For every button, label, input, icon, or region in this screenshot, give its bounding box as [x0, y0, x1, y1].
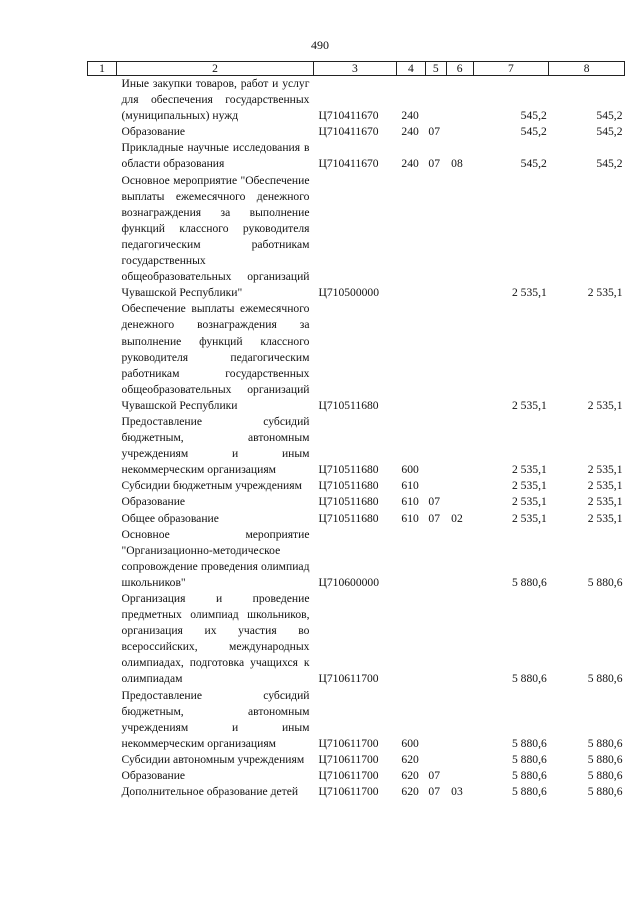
table-row	[88, 591, 625, 688]
header-col-1: 1	[88, 62, 117, 76]
amount-year-1: 5 880,6	[511, 785, 547, 799]
table-row	[88, 511, 625, 527]
subsection-code	[446, 494, 473, 510]
subsection-code: 08	[451, 157, 463, 171]
amount-year-1: 545,2	[520, 125, 547, 139]
subsection-code	[446, 124, 473, 140]
target-article-code: Ц710511680	[318, 511, 379, 525]
section-code	[425, 591, 446, 688]
subsection-code	[446, 768, 473, 784]
amount-year-1: 5 880,6	[511, 752, 547, 766]
amount-year-2: 5 880,6	[587, 672, 623, 686]
subsection-code	[446, 591, 473, 688]
table-row	[88, 173, 625, 302]
subsection-code	[446, 301, 473, 414]
expense-type-code: 240	[401, 157, 419, 171]
target-article-code: Ц710600000	[318, 575, 380, 589]
expense-type-code: 610	[401, 495, 419, 509]
header-col-6: 6	[446, 62, 473, 76]
section-code	[425, 688, 446, 752]
row-index-cell	[88, 140, 117, 172]
amount-year-2: 2 535,1	[587, 495, 623, 509]
row-index-cell	[88, 76, 117, 125]
section-code	[425, 173, 446, 302]
target-article-code: Ц710511680	[318, 495, 379, 509]
target-article-code: Ц710611700	[318, 672, 379, 686]
amount-year-1: 545,2	[520, 109, 547, 123]
target-article-code: Ц710611700	[318, 785, 379, 799]
row-index-cell	[88, 752, 117, 768]
amount-year-1: 5 880,6	[511, 672, 547, 686]
subsection-code	[446, 414, 473, 478]
row-index-cell	[88, 494, 117, 510]
expense-type-code: 240	[401, 109, 419, 123]
row-index-cell	[88, 478, 117, 494]
expense-type-code: 620	[401, 752, 419, 766]
section-code	[425, 414, 446, 478]
header-col-4: 4	[396, 62, 425, 76]
row-name-cell: Иные закупки товаров, работ и услуг для обеспечения государственных (муниципальных) нужд	[121, 77, 310, 123]
row-index-cell	[88, 591, 117, 688]
row-name-cell: Обеспечение выплаты ежемесячного денежного вознаграждения за выполнение функций классного руководителя педагогическим работникам государственных общеобразовательных организаций Чувашской Республики	[121, 302, 310, 412]
target-article-code: Ц710611700	[318, 769, 379, 783]
amount-year-1: 2 535,1	[511, 495, 547, 509]
amount-year-1: 2 535,1	[511, 511, 547, 525]
target-article-code: Ц710611700	[318, 752, 379, 766]
table-row	[88, 752, 625, 768]
target-article-code: Ц710411670	[318, 109, 379, 123]
amount-year-2: 2 535,1	[587, 398, 623, 412]
target-article-code: Ц710411670	[318, 157, 379, 171]
subsection-code	[446, 527, 473, 591]
table-body	[88, 76, 625, 801]
row-index-cell	[88, 527, 117, 591]
header-col-2: 2	[117, 62, 314, 76]
section-code	[425, 76, 446, 125]
section-code: 07	[428, 511, 441, 525]
amount-year-2: 5 880,6	[587, 785, 623, 799]
amount-year-2: 545,2	[596, 125, 623, 139]
target-article-code: Ц710411670	[318, 125, 379, 139]
table-row	[88, 124, 625, 140]
amount-year-1: 2 535,1	[511, 463, 547, 477]
row-name-cell: Образование	[121, 769, 186, 783]
row-index-cell	[88, 688, 117, 752]
row-name-cell: Предоставление субсидий бюджетным, автономным учреждениям и иным некоммерческим организациям	[121, 688, 310, 750]
table-row	[88, 527, 625, 591]
section-code: 07	[428, 495, 441, 509]
header-col-5: 5	[425, 62, 446, 76]
section-code: 07	[428, 157, 441, 171]
expense-type-code: 620	[401, 785, 419, 799]
subsection-code	[446, 752, 473, 768]
subsection-code	[446, 688, 473, 752]
target-article-code: Ц710511680	[318, 398, 379, 412]
table-row	[88, 478, 625, 494]
table-row	[88, 301, 625, 414]
budget-table	[87, 61, 625, 800]
target-article-code: Ц710611700	[318, 736, 379, 750]
amount-year-1: 2 535,1	[511, 479, 547, 493]
amount-year-2: 545,2	[596, 109, 623, 123]
expense-type-code	[396, 591, 425, 688]
table-row	[88, 688, 625, 752]
amount-year-1: 2 535,1	[511, 398, 547, 412]
amount-year-2: 2 535,1	[587, 511, 623, 525]
expense-type-code	[396, 527, 425, 591]
subsection-code	[446, 76, 473, 125]
row-name-cell: Прикладные научные исследования в области образования	[121, 141, 310, 171]
expense-type-code	[396, 301, 425, 414]
row-index-cell	[88, 124, 117, 140]
amount-year-2: 2 535,1	[587, 479, 623, 493]
subsection-code: 03	[451, 785, 463, 799]
header-row	[88, 62, 625, 76]
subsection-code: 02	[451, 511, 463, 525]
amount-year-1: 5 880,6	[511, 769, 547, 783]
section-code	[425, 527, 446, 591]
amount-year-2: 2 535,1	[587, 286, 623, 300]
row-name-cell: Основное мероприятие "Организационно-методическое сопровождение проведения олимпиад школьников"	[121, 527, 310, 589]
row-name-cell: Субсидии автономным учреждениям	[121, 752, 305, 766]
expense-type-code: 610	[401, 511, 419, 525]
section-code: 07	[428, 125, 441, 139]
target-article-code: Ц710511680	[318, 463, 379, 477]
table-row	[88, 768, 625, 784]
section-code: 07	[428, 785, 441, 799]
amount-year-2: 5 880,6	[587, 736, 623, 750]
amount-year-2: 5 880,6	[587, 575, 623, 589]
amount-year-2: 2 535,1	[587, 463, 623, 477]
expense-type-code	[396, 173, 425, 302]
header-col-7: 7	[473, 62, 549, 76]
row-name-cell: Организация и проведение предметных олимпиад школьников, организация их участия во всероссийских, международных олимпиадах, подготовка учащихся к олимпиадам	[121, 592, 310, 686]
row-index-cell	[88, 414, 117, 478]
table-row	[88, 494, 625, 510]
target-article-code: Ц710511680	[318, 479, 379, 493]
header-col-3: 3	[313, 62, 396, 76]
row-name-cell: Дополнительное образование детей	[121, 785, 299, 799]
row-index-cell	[88, 301, 117, 414]
row-name-cell: Предоставление субсидий бюджетным, автономным учреждениям и иным некоммерческим организациям	[121, 414, 310, 477]
section-code	[425, 752, 446, 768]
amount-year-1: 545,2	[520, 157, 547, 171]
expense-type-code: 240	[401, 125, 419, 139]
row-name-cell: Общее образование	[121, 511, 219, 525]
expense-type-code: 620	[401, 769, 419, 783]
row-name-cell: Основное мероприятие "Обеспечение выплаты ежемесячного денежного вознаграждения за выполнение функций классного руководителя педагогическим работникам государственных общеобразовательных организаций Чувашской Республики"	[121, 173, 310, 300]
amount-year-1: 2 535,1	[511, 286, 547, 300]
header-col-8: 8	[549, 62, 625, 76]
amount-year-2: 5 880,6	[587, 752, 623, 766]
expense-type-code: 600	[401, 463, 419, 477]
amount-year-2: 5 880,6	[587, 769, 623, 783]
expense-type-code: 600	[401, 736, 419, 750]
row-name-cell: Образование	[121, 125, 186, 139]
page-number: 490	[311, 38, 329, 52]
row-index-cell	[88, 768, 117, 784]
table-row	[88, 140, 625, 172]
table-row	[88, 76, 625, 125]
table-row	[88, 784, 625, 800]
subsection-code	[446, 478, 473, 494]
amount-year-2: 545,2	[596, 157, 623, 171]
section-code	[425, 478, 446, 494]
section-code: 07	[428, 769, 441, 783]
row-index-cell	[88, 173, 117, 302]
row-index-cell	[88, 511, 117, 527]
expense-type-code: 610	[401, 479, 419, 493]
target-article-code: Ц710500000	[318, 286, 380, 300]
table-row	[88, 414, 625, 478]
amount-year-1: 5 880,6	[511, 736, 547, 750]
row-name-cell: Субсидии бюджетным учреждениям	[121, 479, 302, 493]
row-name-cell: Образование	[121, 495, 186, 509]
subsection-code	[446, 173, 473, 302]
row-index-cell	[88, 784, 117, 800]
section-code	[425, 301, 446, 414]
amount-year-1: 5 880,6	[511, 575, 547, 589]
